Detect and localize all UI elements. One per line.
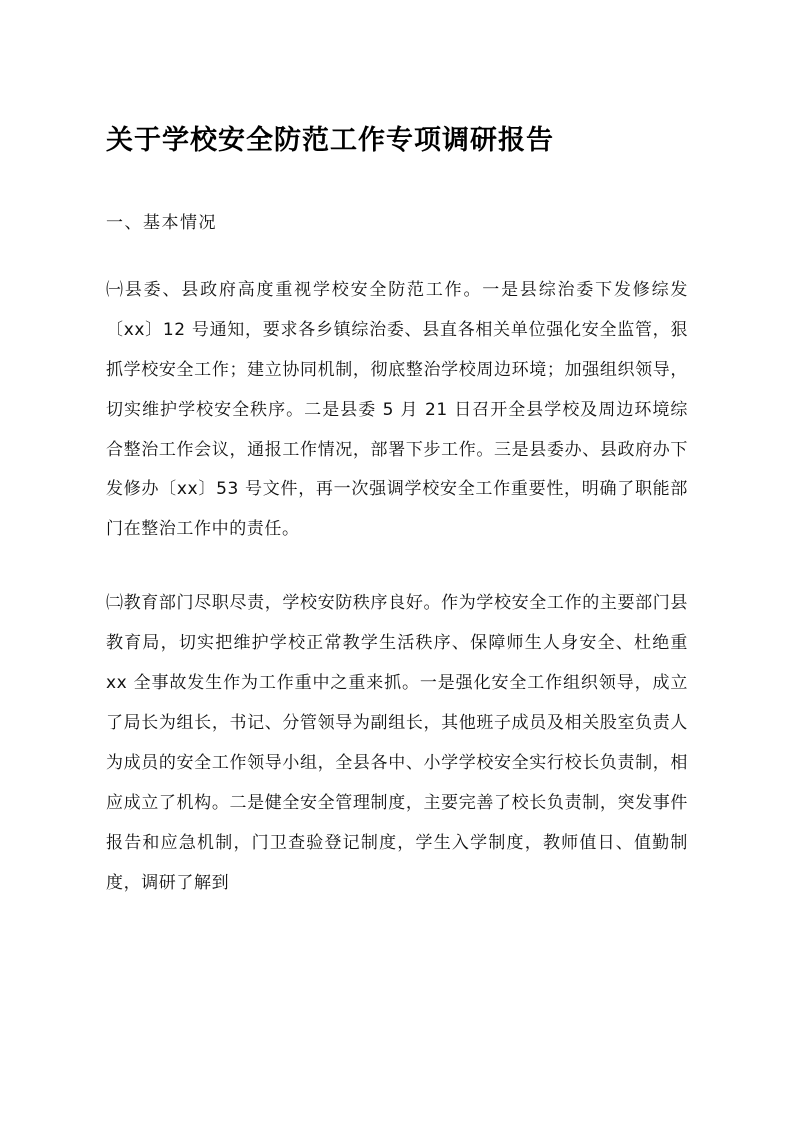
document-body bbox=[106, 0, 688, 921]
paragraph-two: ㈡教育部门尽职尽责，学校安防秩序良好。作为学校安全工作的主要部门县教育局，切实把维护学校正常教学生活秩序、保障师生人身安全、杜绝重 xx 全事故发生作为工作重中之重来抓。一是强化安全工作组织领导，成立了局长为组长，书记、分管领导为副组长，其他班子成员及相关股室负责人为成员的安全工作领导小组，全县各中、小学学校安全实行校长负责制，相应成立了机构。二是健全安全管理制度，主要完善了校长负责制，突发事件报告和应急机制，门卫查验登记制度，学生入学制度，教师值日、值勤制度，调研了解到 bbox=[106, 593, 688, 893]
section-heading-basic-situation: 一、基本情况 bbox=[106, 212, 217, 233]
paragraph-one: ㈠县委、县政府高度重视学校安全防范工作。一是县综治委下发修综发〔xx〕12 号通知，要求各乡镇综治委、县直各相关单位强化安全监管，狠抓学校安全工作；建立协同机制，彻底整治学校周边环境；加强组织领导，切实维护学校安全秩序。二是县委 5 月 21 日召开全县学校及周边环境综合整治工作会议，通报工作情况，部署下步工作。三是县委办、县政府办下发修办〔xx〕53 号文件，再一次强调学校安全工作重要性，明确了职能部门在整治工作中的责任。 bbox=[106, 279, 688, 540]
page-title: 关于学校安全防范工作专项调研报告 bbox=[106, 125, 554, 156]
